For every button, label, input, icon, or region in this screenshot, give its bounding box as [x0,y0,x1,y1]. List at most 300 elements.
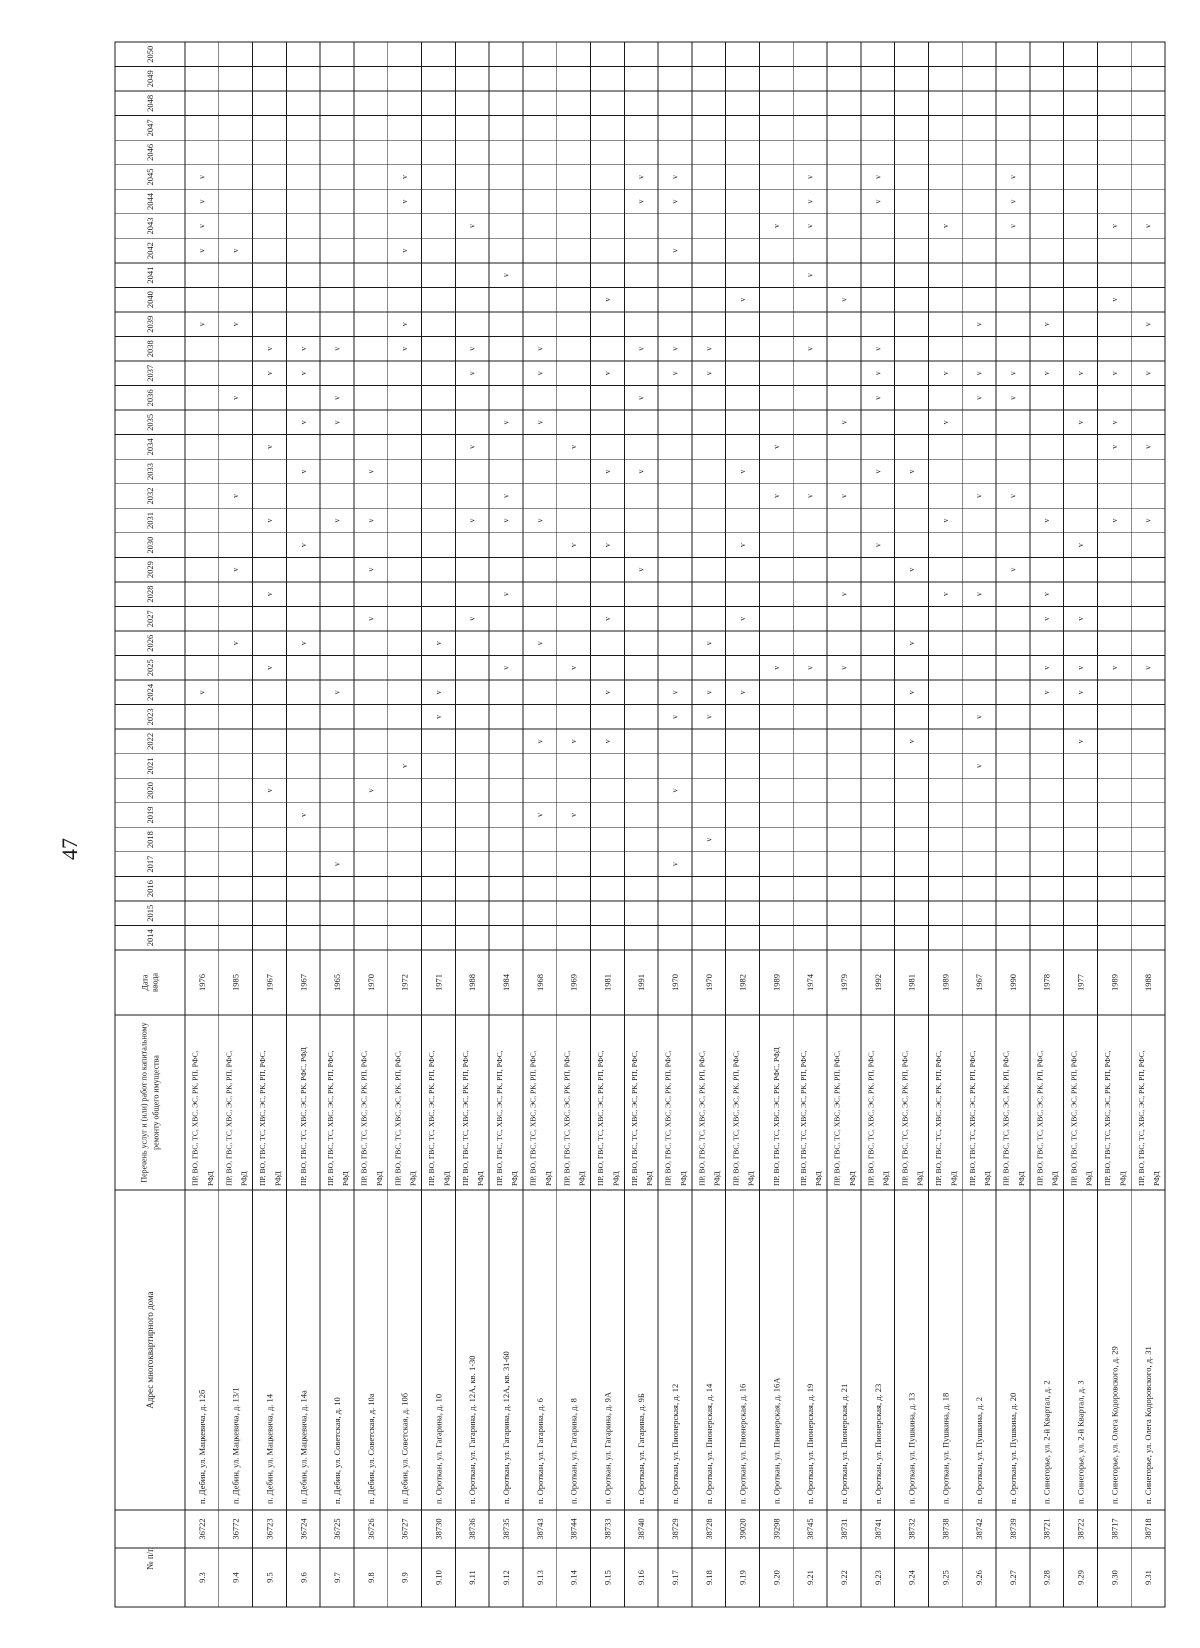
row-mark: v [670,862,680,867]
row-address: п. Синегорье, ул. Олега Кодоровского, д. 31 [1143,1346,1154,1504]
row-mark: v [940,420,950,425]
row-mark: v [1109,420,1119,425]
header-year: 2032 [145,487,155,505]
row-mark: v [231,567,241,572]
row-mark: v [873,543,883,548]
row-date: 1970 [670,974,680,991]
row-address: п. Дебин, ул. Советская, д. 10 [332,1397,343,1504]
row-date: 1971 [433,974,444,991]
row-mark: v [231,641,241,646]
row-mark: v [636,199,646,204]
row-mark: v [400,322,410,327]
row-mark: v [873,174,883,179]
row-address: п. Ороткан, ул. Гагарина, д. 12А, кв. 1-30 [467,1355,478,1504]
row-mark: v [298,813,308,818]
row-number: 9.3 [196,1572,207,1583]
row-number: 9.15 [602,1570,613,1585]
header-year: 2035 [145,413,155,431]
header-year: 2047 [145,119,155,137]
row-mark: v [704,346,714,351]
row-works: ПР, ВО, ГВС, ТС, ХВС, ЭС, РК, РП, РФС, [494,1050,504,1186]
row-mark: v [535,739,545,744]
row-house-id: 36727 [399,1518,410,1540]
row-works: ПР, ВО, ГВС, ТС, ХВС, ЭС, РК, РП, РФС, [900,1050,910,1186]
row-address: п. Ороткан, ул. Пионерская, д. 23 [872,1383,883,1504]
row-mark: v [1076,739,1086,744]
row-mark: v [264,788,274,793]
row-mark: v [805,199,815,204]
row-house-id: 38721 [1041,1518,1052,1540]
row-mark: v [805,174,815,179]
header-works: ремонту общего имущества [151,1055,161,1150]
row-date: 1988 [1143,974,1154,991]
row-mark: v [805,665,815,670]
header-year: 2042 [145,242,155,260]
row-house-id: 38738 [940,1518,951,1540]
row-works: ПР, ВО, ГВС, ТС, ХВС, ЭС, РК, РП, РФС, [393,1050,403,1186]
row-mark: v [602,543,612,548]
row-address: п. Ороткан, ул. Пионерская, д. 19 [805,1383,816,1504]
row-mark: v [839,592,849,597]
row-mark: v [1042,371,1052,376]
row-mark: v [636,567,646,572]
row-mark: v [704,371,714,376]
row-mark: v [907,469,917,474]
row-works: РФД [273,1171,283,1186]
row-mark: v [569,665,579,670]
row-house-id: 38722 [1075,1518,1086,1540]
header-year: 2027 [145,610,155,628]
row-mark: v [636,469,646,474]
row-house-id: 38743 [534,1518,545,1540]
row-works: РФД [205,1171,215,1186]
row-works: ПР, ВО, ГВС, ТС, ХВС, ЭС, РК, РП, РФС, [697,1050,707,1186]
header-year: 2023 [145,708,155,726]
row-mark: v [366,567,376,572]
row-mark: v [1076,690,1086,695]
row-address: п. Синегорье, ул. 2-й Квартал, д. 3 [1075,1380,1086,1504]
header-year: 2034 [145,438,155,456]
row-works: ПР, ВО, ГВС, ТС, ХВС, ЭС, РК, РП, РФС, [460,1050,470,1186]
row-mark: v [907,690,917,695]
row-mark: v [602,690,612,695]
row-mark: v [1143,665,1153,670]
row-number: 9.27 [1007,1570,1018,1585]
row-number: 9.28 [1041,1570,1052,1585]
row-mark: v [400,248,410,253]
row-mark: v [771,224,781,229]
row-mark: v [907,641,917,646]
row-mark: v [1042,616,1052,621]
row-address: п. Ороткан, ул. Гагарина, д. 6 [534,1398,545,1504]
row-works: РФД [509,1171,519,1186]
row-mark: v [332,862,342,867]
row-mark: v [1109,444,1119,449]
row-mark: v [805,346,815,351]
header-year: 2017 [145,855,155,873]
row-mark: v [1008,371,1018,376]
row-mark: v [298,469,308,474]
header-year: 2030 [145,536,155,554]
row-address: п. Дебин, ул. Мацкевича, д. 12б [196,1389,207,1504]
row-number: 9.5 [264,1572,275,1583]
row-date: 1967 [264,974,275,991]
row-number: 9.13 [534,1570,545,1585]
row-mark: v [873,371,883,376]
row-mark: v [1143,322,1153,327]
row-house-id: 38718 [1143,1518,1154,1540]
row-mark: v [805,224,815,229]
row-date: 1990 [1007,974,1018,991]
row-mark: v [907,739,917,744]
row-works: РФД [239,1171,249,1186]
row-mark: v [197,174,207,179]
row-works: РФД [1084,1171,1094,1186]
row-mark: v [974,395,984,400]
row-works: РФД [915,1171,925,1186]
row-mark: v [332,518,342,523]
row-address: п. Ороткан, ул. Гагарина, д. 9А [602,1391,613,1504]
row-mark: v [535,420,545,425]
row-mark: v [1042,690,1052,695]
row-mark: v [704,690,714,695]
header-year: 2038 [145,340,155,358]
header-date: Дата [140,974,150,991]
row-mark: v [738,297,748,302]
header-year: 2021 [145,757,155,775]
row-works: ПР, ВО, ГВС, ТС, ХВС, ЭС, РК, РП, РФС, [1035,1050,1045,1186]
row-date: 1969 [568,974,579,991]
row-mark: v [231,248,241,253]
row-mark: v [1143,224,1153,229]
row-mark: v [1042,322,1052,327]
row-works: ПР, ВО, ГВС, ТС, ХВС, ЭС, РК, РП, РФС, [1069,1050,1079,1186]
row-house-id: 38733 [602,1518,613,1540]
row-mark: v [231,494,241,498]
row-mark: v [839,297,849,302]
row-mark: v [501,665,511,670]
row-mark: v [197,224,207,229]
header-year: 2033 [145,462,155,480]
row-mark: v [602,739,612,744]
header-year: 2014 [145,929,155,947]
header-year: 2046 [145,143,155,161]
row-works: РФД [1152,1171,1162,1186]
header-num: № п/п [145,1547,155,1570]
row-number: 9.14 [568,1570,579,1585]
header-works: Перечень услуг и (или) работ по капитальному [139,1022,149,1183]
row-works: РФД [341,1171,351,1186]
row-mark: v [332,420,342,425]
row-number: 9.11 [467,1570,478,1585]
row-works: РФД [983,1171,993,1186]
header-year: 2043 [145,217,155,235]
row-mark: v [602,297,612,302]
row-house-id: 36725 [332,1518,343,1540]
row-works: ПР, ВО, ГВС, ТС, ХВС, ЭС, РК, РП, РФС, [866,1050,876,1186]
row-mark: v [535,813,545,818]
row-address: п. Ороткан, ул. Пионерская, д. 16А [771,1377,782,1504]
row-mark: v [332,395,342,400]
row-mark: v [197,690,207,695]
row-mark: v [400,763,410,768]
row-number: 9.8 [365,1572,376,1583]
row-date: 1970 [703,974,714,991]
row-works: ПР, ВО, ГВС, ТС, ХВС, ЭС, РК, РП, РФС, [190,1050,200,1186]
row-works: РФД [678,1171,688,1186]
row-date: 1978 [1041,974,1052,991]
row-mark: v [535,346,545,351]
row-works: РФД [949,1171,959,1186]
row-address: п. Ороткан, ул. Пионерская, д. 16 [737,1383,748,1504]
row-date: 1991 [636,974,647,991]
row-number: 9.23 [872,1570,883,1585]
row-mark: v [501,420,511,425]
row-mark: v [670,174,680,179]
row-works: ПР, ВО, ГВС, ТС, ХВС, ЭС, РК, РФС, РФД [771,1047,781,1186]
row-date: 1989 [771,974,782,991]
header-date: ввода [150,973,160,992]
row-mark: v [940,592,950,597]
row-mark: v [873,199,883,204]
row-mark: v [1008,567,1018,572]
row-house-id: 38745 [805,1518,816,1540]
row-number: 9.20 [771,1570,782,1585]
row-number: 9.31 [1143,1570,1154,1585]
row-mark: v [366,788,376,793]
row-mark: v [569,543,579,548]
row-address: п. Ороткан, ул. Пионерская, д. 21 [838,1383,849,1504]
row-address: п. Ороткан, ул. Пушкина, д. 20 [1007,1392,1018,1504]
header-year: 2031 [145,512,155,530]
row-address: п. Ороткан, ул. Пионерская, д. 12 [670,1383,680,1504]
row-house-id: 38744 [568,1518,579,1540]
header-year: 2050 [145,45,155,63]
header-year: 2049 [145,70,155,88]
row-mark: v [264,444,274,449]
row-house-id: 36724 [298,1518,309,1540]
row-works: ПР, ВО, ГВС, ТС, ХВС, ЭС, РК, РП, РФС, [967,1050,977,1186]
row-mark: v [197,248,207,253]
row-mark: v [738,616,748,621]
row-address: п. Ороткан, ул. Гагарина, д. 10 [433,1393,444,1504]
row-mark: v [805,273,815,278]
row-house-id: 36726 [365,1518,376,1540]
row-mark: v [264,665,274,670]
row-address: п. Ороткан, ул. Гагарина, д. 8 [568,1398,579,1504]
header-year: 2024 [145,683,155,701]
row-address: п. Дебин, ул. Советская, д. 10а [365,1393,376,1504]
row-number: 9.30 [1109,1570,1120,1585]
row-date: 1965 [332,974,343,991]
row-mark: v [298,543,308,548]
header-year: 2037 [145,364,155,382]
row-house-id: 39298 [771,1518,782,1540]
row-mark: v [704,714,714,719]
row-works: РФД [577,1171,587,1186]
row-mark: v [974,371,984,376]
row-mark: v [636,395,646,400]
row-house-id: 38717 [1109,1518,1120,1540]
row-mark: v [839,665,849,670]
row-works: ПР, ВО, ГВС, ТС, ХВС, ЭС, РК, РП, РФС, [934,1050,944,1186]
row-mark: v [873,395,883,400]
row-mark: v [501,592,511,597]
row-mark: v [974,714,984,719]
row-mark: v [569,444,579,449]
row-date: 1976 [196,974,207,991]
row-mark: v [670,690,680,695]
header-year: 2025 [145,659,155,677]
row-date: 1992 [872,974,883,991]
row-works: ПР, ВО, ГВС, ТС, ХВС, ЭС, РК, РП, РФС, [798,1050,808,1186]
page-number: 47 [57,838,82,860]
row-mark: v [298,420,308,425]
row-mark: v [231,322,241,327]
row-date: 1989 [940,974,951,991]
header-address: Адрес многоквартирного дома [145,1291,155,1409]
row-works: ПР, ВО, ГВС, ТС, ХВС, ЭС, РК, РП, РФС, [427,1050,437,1186]
header-year: 2019 [145,806,155,824]
row-works: ПР, ВО, ГВС, ТС, ХВС, ЭС, РК, РП, РФС, [1136,1050,1146,1186]
row-date: 1967 [974,974,985,991]
row-mark: v [298,371,308,376]
row-mark: v [467,224,477,229]
row-mark: v [501,273,511,278]
row-mark: v [1109,297,1119,302]
row-date: 1968 [534,974,545,991]
row-mark: v [433,714,443,719]
row-works: ПР, ВО, ГВС, ТС, ХВС, ЭС, РК, РП, РФС, [596,1050,606,1186]
header-year: 2028 [145,585,155,603]
header-year: 2026 [145,634,155,652]
row-mark: v [1076,420,1086,425]
header-year: 2016 [145,880,155,898]
row-mark: v [670,248,680,253]
row-mark: v [400,174,410,179]
row-mark: v [501,494,511,498]
row-number: 9.10 [433,1570,444,1585]
row-mark: v [400,346,410,351]
row-mark: v [264,518,274,523]
row-number: 9.19 [737,1570,748,1585]
row-works: ПР, ВО, ГВС, ТС, ХВС, ЭС, РК, РП, РФС, [562,1050,572,1186]
row-mark: v [1008,224,1018,229]
row-address: п. Ороткан, ул. Пушкина, д. 18 [940,1392,951,1504]
row-mark: v [636,346,646,351]
header-year: 2048 [145,94,155,112]
row-house-id: 38742 [974,1518,985,1540]
row-number: 9.26 [974,1570,985,1585]
row-mark: v [974,322,984,327]
row-mark: v [1042,665,1052,670]
row-works: ПР, ВО, ГВС, ТС, ХВС, ЭС, РК, РП, РФС, [258,1050,268,1186]
row-address: п. Дебин, ул. Мацкевича, д. 14а [298,1390,309,1504]
row-mark: v [670,788,680,793]
row-works: ПР, ВО, ГВС, ТС, ХВС, ЭС, РК, РП, РФС, [1001,1050,1011,1186]
row-works: РФД [408,1171,418,1186]
row-works: ПР, ВО, ГВС, ТС, ХВС, ЭС, РК, РП, РФС, [663,1050,673,1186]
row-mark: v [1042,518,1052,523]
row-mark: v [1008,174,1018,179]
row-mark: v [332,690,342,695]
row-works: РФД [1016,1171,1026,1186]
row-number: 9.12 [501,1570,512,1585]
row-mark: v [298,346,308,351]
row-address: п. Ороткан, ул. Пушкина, д. 2 [974,1397,985,1504]
row-number: 9.6 [298,1572,309,1583]
row-mark: v [738,469,748,474]
row-mark: v [1109,371,1119,376]
row-number: 9.7 [332,1572,343,1583]
row-mark: v [467,444,477,449]
row-mark: v [873,346,883,351]
row-house-id: 38730 [433,1518,444,1540]
row-works: РФД [442,1171,452,1186]
row-address: п. Синегорье, ул. 2-й Квартал, д. 2 [1041,1380,1052,1504]
row-address: п. Дебин, ул. Советская, д. 10б [399,1392,410,1504]
row-works: РФД [746,1171,756,1186]
row-date: 1979 [838,974,849,991]
row-date: 1967 [298,974,309,991]
row-works: ПР, ВО, ГВС, ТС, ХВС, ЭС, РК, РП, РФС, [731,1050,741,1186]
row-mark: v [738,690,748,695]
row-date: 1981 [602,974,613,991]
header-year: 2039 [145,315,155,333]
row-number: 9.4 [230,1572,241,1583]
row-mark: v [670,714,680,719]
row-mark: v [1008,494,1018,498]
row-works: РФД [881,1171,891,1186]
row-mark: v [670,346,680,351]
row-mark: v [602,371,612,376]
row-mark: v [1076,543,1086,548]
row-mark: v [264,346,274,351]
row-mark: v [1008,199,1018,204]
header-year: 2045 [145,168,155,186]
row-mark: v [771,494,781,498]
row-house-id: 38728 [703,1518,714,1540]
row-works: ПР, ВО, ГВС, ТС, ХВС, ЭС, РК, РФС, РФД [298,1047,308,1186]
row-mark: v [1109,665,1119,670]
row-address: п. Ороткан, ул. Пушкина, д. 13 [906,1392,917,1504]
row-works: ПР, ВО, ГВС, ТС, ХВС, ЭС, РК, РП, РФС, [629,1050,639,1186]
row-works: ПР, ВО, ГВС, ТС, ХВС, ЭС, РК, РП, РФС, [224,1050,234,1186]
row-mark: v [1042,592,1052,597]
row-mark: v [670,371,680,376]
header-year: 2040 [145,291,155,309]
row-number: 9.29 [1075,1570,1086,1585]
row-mark: v [298,641,308,646]
row-mark: v [366,518,376,523]
row-house-id: 38732 [906,1518,917,1540]
row-number: 9.17 [670,1570,680,1585]
row-mark: v [467,616,477,621]
row-mark: v [670,199,680,204]
row-house-id: 38741 [872,1518,883,1540]
header-year: 2044 [145,193,155,211]
row-works: РФД [712,1171,722,1186]
row-house-id: 38731 [838,1518,849,1540]
row-mark: v [940,371,950,376]
row-house-id: 38740 [636,1518,647,1540]
row-mark: v [1076,616,1086,621]
row-mark: v [535,518,545,523]
row-mark: v [1008,395,1018,400]
row-date: 1985 [230,974,241,991]
row-house-id: 38736 [467,1518,478,1540]
row-works: РФД [847,1171,857,1186]
